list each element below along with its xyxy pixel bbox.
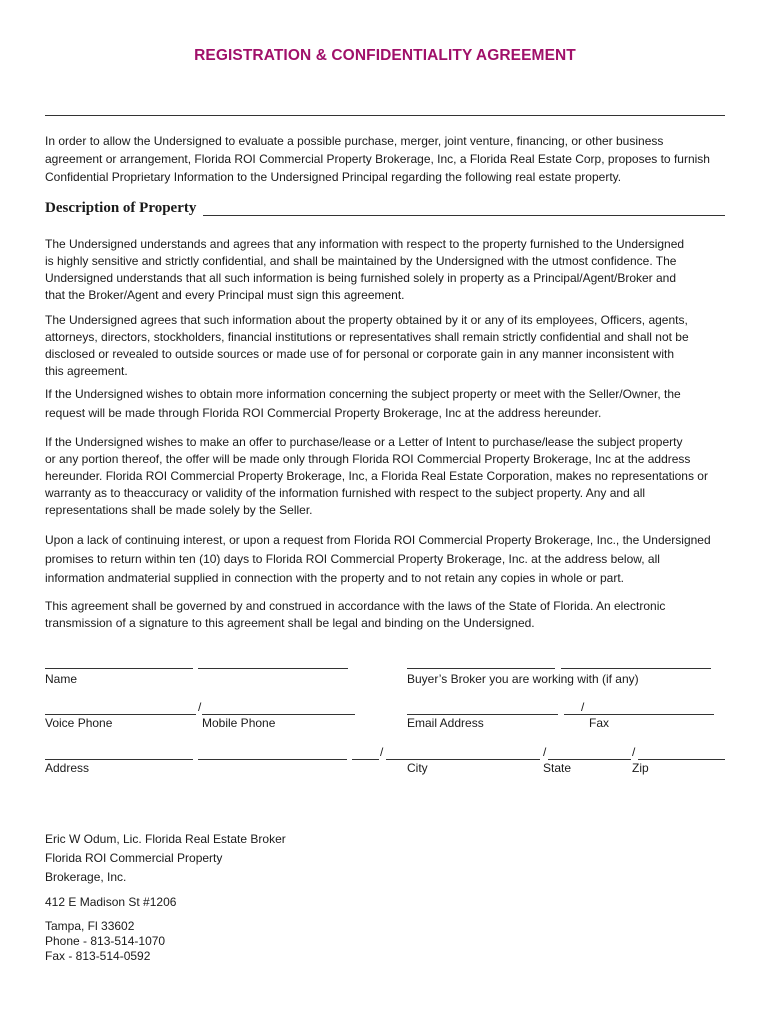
paragraph-line: Undersigned understands that all such information is being furnished solely in property as a Principal/Agent/Broker and xyxy=(45,271,677,285)
broker-name: Eric W Odum, Lic. Florida Real Estate Broker xyxy=(45,832,286,846)
paragraph-line: representations shall be made solely by the Seller. xyxy=(45,503,313,517)
fax-label: Fax xyxy=(589,716,610,730)
email-field-line[interactable] xyxy=(407,714,558,715)
paragraph-line: is highly sensitive and strictly confidential, and shall be maintained by the Undersigned with the utmost confidence. The xyxy=(45,254,677,268)
body-paragraph xyxy=(45,312,745,380)
paragraph-line: attorneys, directors, stockholders, financial institutions or representatives shall remain strictly confidential and shall not be xyxy=(45,330,689,344)
paragraph-line: or any portion thereof, the offer will be made only through Florida ROI Commercial Property Brokerage, Inc at the address xyxy=(45,452,691,466)
address-field-line[interactable] xyxy=(45,759,193,760)
paragraph-line: warranty as to theaccuracy or validity of the information furnished with respect to the subject property. Any and all xyxy=(45,486,646,500)
mobile-phone-label: Mobile Phone xyxy=(202,716,276,730)
broker-company: Florida ROI Commercial Property xyxy=(45,851,223,865)
paragraph-line: hereunder. Florida ROI Commercial Property Brokerage, Inc, a Florida Real Estate Corporation, makes no representations or xyxy=(45,469,708,483)
buyers-broker-field-line-2[interactable] xyxy=(561,668,711,669)
intro-line: Confidential Proprietary Information to the Undersigned Principal regarding the following real estate property. xyxy=(45,170,622,184)
paragraph-line: promises to return within ten (10) days to Florida ROI Commercial Property Brokerage, Inc. at the address below, all xyxy=(45,552,660,566)
buyers-broker-field-line[interactable] xyxy=(407,668,555,669)
name-label: Name xyxy=(45,672,78,686)
paragraph-line: request will be made through Florida ROI Commercial Property Brokerage, Inc at the address hereunder. xyxy=(45,406,602,420)
body-paragraph xyxy=(45,236,745,304)
address-field-line-2[interactable] xyxy=(198,759,347,760)
description-heading: Description of Property xyxy=(45,200,197,216)
body-paragraph xyxy=(45,434,745,519)
intro-line: In order to allow the Undersigned to evaluate a possible purchase, merger, joint venture, financing, or other business xyxy=(45,134,664,148)
body-paragraph xyxy=(45,598,745,632)
fax-field-line[interactable] xyxy=(564,714,714,715)
email-label: Email Address xyxy=(407,716,484,730)
city-label: City xyxy=(407,761,428,775)
address-field-line-3[interactable] xyxy=(352,759,379,760)
document-title: REGISTRATION & CONFIDENTIALITY AGREEMENT xyxy=(194,47,576,64)
voice-phone-field-line[interactable] xyxy=(45,714,196,715)
name-field-line[interactable] xyxy=(45,668,193,669)
phone-separator: / xyxy=(198,700,202,714)
broker-phone: Phone - 813-514-1070 xyxy=(45,934,166,948)
paragraph-line: This agreement shall be governed by and construed in accordance with the laws of the State of Florida. An electronic xyxy=(45,599,666,613)
zip-field-line[interactable] xyxy=(638,759,725,760)
state-field-line[interactable] xyxy=(548,759,631,760)
address-city-separator: / xyxy=(380,745,384,759)
city-state-separator: / xyxy=(543,745,547,759)
state-zip-separator: / xyxy=(632,745,636,759)
paragraph-line: Upon a lack of continuing interest, or upon a request from Florida ROI Commercial Property Brokerage, Inc., the Undersigned xyxy=(45,533,711,547)
paragraph-line: information andmaterial supplied in connection with the property and to not retain any copies in whole or part. xyxy=(45,571,625,585)
paragraph-line: The Undersigned agrees that such information about the property obtained by it or any of its employees, Officers, agents, xyxy=(45,313,688,327)
city-field-line[interactable] xyxy=(386,759,540,760)
body-paragraph xyxy=(45,385,745,423)
state-label: State xyxy=(543,761,572,775)
description-field-line[interactable] xyxy=(203,215,725,216)
zip-label: Zip xyxy=(632,761,649,775)
address-label: Address xyxy=(45,761,90,775)
voice-phone-label: Voice Phone xyxy=(45,716,113,730)
paragraph-line: If the Undersigned wishes to obtain more information concerning the subject property or meet with the Seller/Owner, the xyxy=(45,387,681,401)
buyers-broker-label: Buyer’s Broker you are working with (if any) xyxy=(407,672,639,686)
broker-company-cont: Brokerage, Inc. xyxy=(45,870,127,884)
name-field-line-2[interactable] xyxy=(198,668,348,669)
intro-paragraph xyxy=(45,132,745,186)
broker-contact-block xyxy=(45,830,286,964)
broker-fax: Fax - 813-514-0592 xyxy=(45,949,151,963)
broker-city: Tampa, Fl 33602 xyxy=(45,919,135,933)
paragraph-line: If the Undersigned wishes to make an offer to purchase/lease or a Letter of Intent to purchase/lease the subject property xyxy=(45,435,683,449)
paragraph-line: The Undersigned understands and agrees that any information with respect to the property furnished to the Undersigned xyxy=(45,237,685,251)
paragraph-line: disclosed or revealed to outside sources or made use of for personal or corporate gain in any manner inconsistent with xyxy=(45,347,675,361)
email-fax-separator: / xyxy=(581,700,585,714)
paragraph-line: that the Broker/Agent and every Principal must sign this agreement. xyxy=(45,288,405,302)
paragraph-line: transmission of a signature to this agreement shall be legal and binding on the Undersigned. xyxy=(45,616,535,630)
title-divider xyxy=(45,115,725,116)
body-paragraph xyxy=(45,531,745,588)
broker-street: 412 E Madison St #1206 xyxy=(45,895,177,909)
intro-line: agreement or arrangement, Florida ROI Commercial Property Brokerage, Inc, a Florida Real Estate Corp, proposes to furnish xyxy=(45,152,710,166)
paragraph-line: this agreement. xyxy=(45,364,128,378)
mobile-phone-field-line[interactable] xyxy=(202,714,355,715)
